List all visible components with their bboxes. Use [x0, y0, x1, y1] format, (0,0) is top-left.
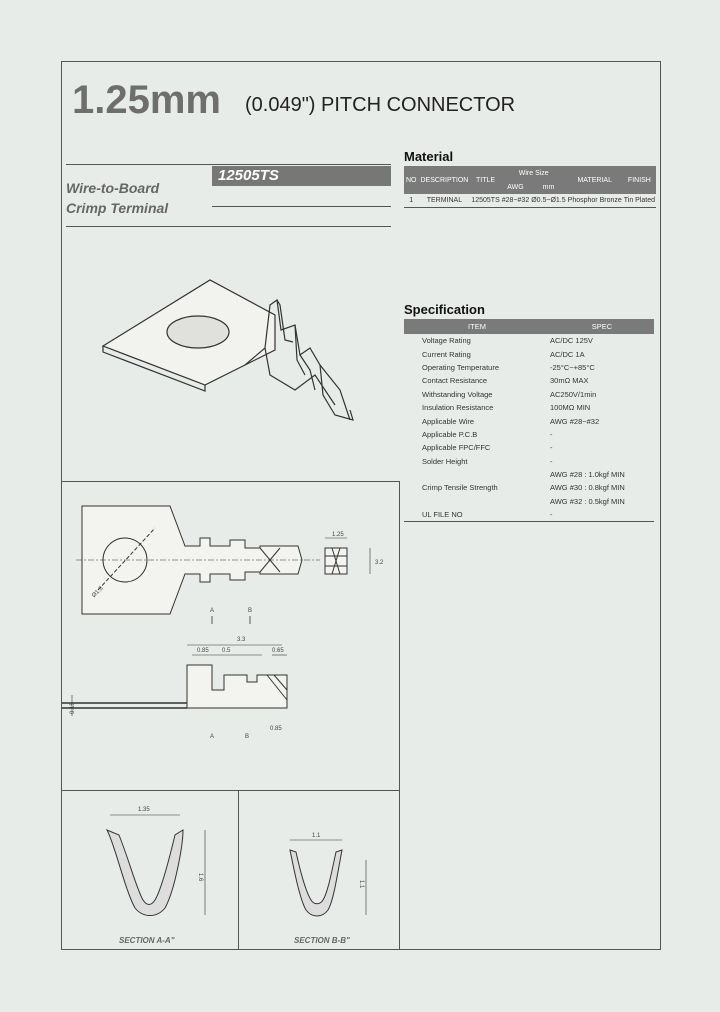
divider [66, 226, 391, 227]
product-line2: Crimp Terminal [66, 200, 169, 216]
spec-item: Solder Height [422, 456, 468, 466]
mat-desc: TERMINAL [426, 197, 463, 204]
spec-value: AWG #28~#32 [550, 416, 600, 426]
mat-finish: Tin Plated [623, 197, 656, 204]
spec-item: UL FILE NO [422, 510, 463, 520]
dim-side-height: 3.2 [375, 560, 384, 566]
product-type [66, 178, 168, 218]
divider [238, 790, 239, 950]
divider [399, 481, 400, 950]
spec-item: Applicable Wire [422, 416, 475, 426]
table-row [404, 441, 654, 454]
terminal-top-view-drawing [70, 498, 390, 628]
spec-table [404, 319, 654, 522]
spec-item: Applicable FPC/FFC [422, 443, 491, 453]
section-b-caption: SECTION B-B" [294, 936, 350, 945]
spec-heading: Specification [404, 302, 485, 317]
spec-value: AC250V/1min [550, 389, 597, 399]
spec-value: AWG #30 : 0.8kgf MIN [550, 483, 625, 493]
spec-item: Crimp Tensile Strength [422, 483, 498, 493]
dim-b-top: B [248, 608, 253, 614]
spec-item: Voltage Rating [422, 336, 471, 346]
divider [212, 206, 391, 207]
mat-th-finish: FINISH [623, 166, 656, 194]
mat-awg: #28~#32 [501, 197, 530, 204]
table-row [404, 508, 654, 522]
spec-item: Insulation Resistance [422, 403, 494, 413]
spec-item [404, 468, 550, 481]
table-row [404, 374, 654, 387]
table-row [404, 414, 654, 427]
table-row [404, 361, 654, 374]
mat-th-title: TITLE [470, 166, 500, 194]
mat-th-material: MATERIAL [567, 166, 623, 194]
section-a-drawing [95, 800, 225, 948]
spec-value: 30mΩ MAX [550, 376, 589, 386]
dim-a-top: A [210, 608, 215, 614]
spec-value: AWG #28 : 1.0kgf MIN [550, 470, 625, 480]
mat-th-mm: mm [530, 180, 566, 194]
dim-085: 0.85 [197, 648, 209, 654]
section-b-drawing [278, 820, 388, 948]
sec-a-width: 1.35 [138, 807, 150, 813]
spec-item: Applicable P.C.B [422, 429, 478, 439]
spec-value: - [550, 429, 553, 439]
terminal-side-view-drawing [62, 630, 322, 750]
table-row [404, 481, 654, 494]
spec-value: - [550, 456, 553, 466]
dim-015: 0.15 [70, 702, 76, 714]
spec-item [404, 495, 550, 508]
sec-a-height: 1.6 [197, 873, 203, 882]
sec-b-width: 1.1 [312, 833, 321, 839]
spec-th-item: ITEM [404, 319, 550, 334]
spec-value: - [550, 510, 553, 520]
mat-th-no: NO [404, 166, 419, 194]
material-table [404, 166, 656, 208]
dim-085-bottom: 0.85 [270, 726, 282, 732]
mat-th-wiresize: Wire Size [501, 166, 567, 180]
model-number: 12505TS [218, 167, 279, 184]
table-row [404, 401, 654, 414]
dim-b-side: B [245, 734, 250, 740]
table-row [404, 347, 654, 360]
mat-mm: Ø0.5~Ø1.5 [531, 197, 566, 204]
mat-th-desc: DESCRIPTION [419, 166, 471, 194]
table-row [404, 468, 654, 481]
sec-b-height: 1.1 [358, 880, 364, 889]
spec-value: -25°C~+85°C [550, 362, 595, 372]
spec-value: AC/DC 125V [550, 336, 593, 346]
spec-item: Contact Resistance [422, 376, 488, 386]
title-sub: (0.049") PITCH CONNECTOR [245, 94, 516, 116]
table-row [404, 495, 654, 508]
material-heading: Material [404, 149, 454, 164]
table-row [404, 334, 654, 347]
mat-th-awg: AWG [501, 180, 530, 194]
spec-value: AC/DC 1A [550, 349, 585, 359]
mat-no: 1 [409, 197, 414, 204]
divider [61, 790, 400, 791]
section-a-caption: SECTION A-A" [119, 936, 175, 945]
spec-item: Withstanding Voltage [422, 389, 493, 399]
spec-value: - [550, 443, 553, 453]
spec-th-spec: SPEC [550, 319, 654, 334]
dim-05: 0.5 [222, 648, 231, 654]
product-line1: Wire-to-Board [66, 180, 160, 196]
dim-a-side: A [210, 734, 215, 740]
terminal-isometric-drawing [95, 270, 365, 440]
dim-total-length: 3.3 [237, 637, 246, 643]
divider [66, 164, 391, 165]
title-main: 1.25mm [72, 78, 221, 122]
dim-diameter: Ø1.3 [91, 585, 105, 600]
divider [61, 481, 400, 482]
table-row [404, 428, 654, 441]
spec-item: Operating Temperature [422, 362, 499, 372]
dim-side-width: 1.25 [332, 532, 344, 538]
table-row [404, 388, 654, 401]
dim-065: 0.65 [272, 648, 284, 654]
spec-item: Current Rating [422, 349, 471, 359]
spec-value: AWG #32 : 0.5kgf MIN [550, 496, 625, 506]
spec-value: 100MΩ MIN [550, 403, 591, 413]
table-row [404, 455, 654, 468]
mat-title: 12505TS [471, 197, 500, 204]
mat-material: Phosphor Bronze [567, 197, 622, 204]
